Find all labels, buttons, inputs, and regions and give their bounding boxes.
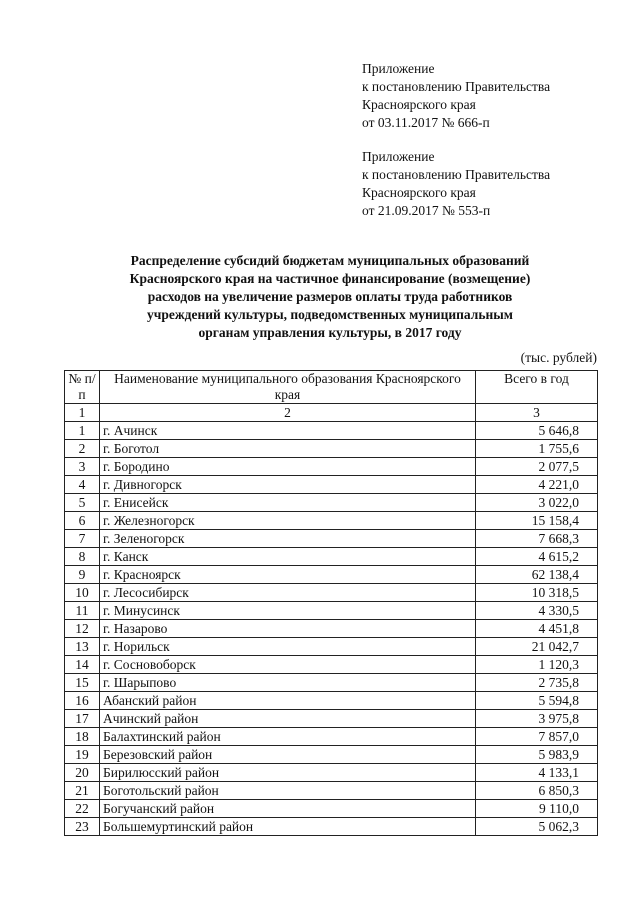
- table-index-row: [65, 404, 598, 422]
- table-row: [65, 764, 598, 782]
- row-name-cell: Богучанский район: [100, 800, 476, 818]
- document-title: [70, 252, 590, 342]
- row-total-cell: 21 042,7: [476, 638, 598, 656]
- row-number-cell: 9: [65, 566, 100, 584]
- table-row: [65, 530, 598, 548]
- annex-note-1-line3: Красноярского края: [362, 97, 476, 112]
- row-name-cell: г. Сосновоборск: [100, 656, 476, 674]
- row-total-cell: 62 138,4: [476, 566, 598, 584]
- header-total: Всего в год: [476, 371, 598, 404]
- row-number-cell: 1: [65, 422, 100, 440]
- row-total-cell: 9 110,0: [476, 800, 598, 818]
- row-total-cell: 15 158,4: [476, 512, 598, 530]
- index-cell: 1: [65, 404, 100, 422]
- row-number-cell: 11: [65, 602, 100, 620]
- row-total-cell: 5 646,8: [476, 422, 598, 440]
- table-row: [65, 782, 598, 800]
- subsidy-table: [64, 370, 598, 836]
- row-name-cell: г. Ачинск: [100, 422, 476, 440]
- row-name-cell: г. Енисейск: [100, 494, 476, 512]
- row-name-cell: г. Лесосибирск: [100, 584, 476, 602]
- row-name-cell: Боготольский район: [100, 782, 476, 800]
- annex-note-1-line4: от 03.11.2017 № 666-п: [362, 115, 490, 130]
- row-number-cell: 17: [65, 710, 100, 728]
- row-number-cell: 23: [65, 818, 100, 836]
- row-name-cell: Бирилюсский район: [100, 764, 476, 782]
- annex-note-2-line4: от 21.09.2017 № 553-п: [362, 203, 491, 218]
- table-row: [65, 656, 598, 674]
- title-line: Красноярского края на частичное финансирование (возмещение): [129, 271, 531, 286]
- table-row: [65, 602, 598, 620]
- row-number-cell: 4: [65, 476, 100, 494]
- row-name-cell: Балахтинский район: [100, 728, 476, 746]
- row-name-cell: г. Шарыпово: [100, 674, 476, 692]
- table-row: [65, 494, 598, 512]
- row-total-cell: 4 330,5: [476, 602, 598, 620]
- row-number-cell: 6: [65, 512, 100, 530]
- row-number-cell: 20: [65, 764, 100, 782]
- row-name-cell: г. Дивногорск: [100, 476, 476, 494]
- row-total-cell: 4 221,0: [476, 476, 598, 494]
- row-number-cell: 16: [65, 692, 100, 710]
- row-number-cell: 5: [65, 494, 100, 512]
- row-number-cell: 8: [65, 548, 100, 566]
- row-total-cell: 1 755,6: [476, 440, 598, 458]
- row-name-cell: Абанский район: [100, 692, 476, 710]
- row-name-cell: Ачинский район: [100, 710, 476, 728]
- index-cell: 3: [476, 404, 598, 422]
- row-number-cell: 22: [65, 800, 100, 818]
- table-row: [65, 746, 598, 764]
- table-row: [65, 566, 598, 584]
- row-total-cell: 5 983,9: [476, 746, 598, 764]
- row-number-cell: 2: [65, 440, 100, 458]
- table-row: [65, 548, 598, 566]
- row-name-cell: г. Бородино: [100, 458, 476, 476]
- annex-note-2-line2: к постановлению Правительства: [362, 167, 551, 182]
- row-name-cell: г. Железногорск: [100, 512, 476, 530]
- row-total-cell: 4 451,8: [476, 620, 598, 638]
- row-number-cell: 7: [65, 530, 100, 548]
- row-number-cell: 14: [65, 656, 100, 674]
- row-number-cell: 12: [65, 620, 100, 638]
- row-name-cell: Большемуртинский район: [100, 818, 476, 836]
- row-total-cell: 7 857,0: [476, 728, 598, 746]
- index-cell: 2: [100, 404, 476, 422]
- row-name-cell: Березовский район: [100, 746, 476, 764]
- row-number-cell: 21: [65, 782, 100, 800]
- table-row: [65, 710, 598, 728]
- header-name: Наименование муниципального образования Красноярского края: [100, 371, 476, 404]
- row-name-cell: г. Красноярск: [100, 566, 476, 584]
- table-header-row: [65, 371, 598, 404]
- row-total-cell: 5 062,3: [476, 818, 598, 836]
- row-total-cell: 3 975,8: [476, 710, 598, 728]
- row-total-cell: 4 615,2: [476, 548, 598, 566]
- table-row: [65, 422, 598, 440]
- row-name-cell: г. Норильск: [100, 638, 476, 656]
- row-name-cell: г. Назарово: [100, 620, 476, 638]
- annex-note-2: [362, 148, 550, 220]
- row-number-cell: 10: [65, 584, 100, 602]
- table-row: [65, 818, 598, 836]
- table-row: [65, 638, 598, 656]
- title-line: Распределение субсидий бюджетам муниципальных образований: [130, 253, 530, 268]
- table-row: [65, 800, 598, 818]
- row-number-cell: 13: [65, 638, 100, 656]
- row-name-cell: г. Канск: [100, 548, 476, 566]
- row-name-cell: г. Минусинск: [100, 602, 476, 620]
- row-name-cell: г. Боготол: [100, 440, 476, 458]
- title-line: расходов на увеличение размеров оплаты труда работников: [147, 289, 513, 304]
- table-row: [65, 458, 598, 476]
- row-number-cell: 18: [65, 728, 100, 746]
- units-label: (тыс. рублей): [520, 350, 597, 365]
- row-total-cell: 2 077,5: [476, 458, 598, 476]
- row-total-cell: 5 594,8: [476, 692, 598, 710]
- table-row: [65, 674, 598, 692]
- row-total-cell: 4 133,1: [476, 764, 598, 782]
- annex-note-2-line3: Красноярского края: [362, 185, 476, 200]
- title-line: органам управления культуры, в 2017 году: [198, 325, 462, 340]
- table-row: [65, 620, 598, 638]
- row-number-cell: 15: [65, 674, 100, 692]
- row-total-cell: 3 022,0: [476, 494, 598, 512]
- row-total-cell: 1 120,3: [476, 656, 598, 674]
- row-number-cell: 3: [65, 458, 100, 476]
- table-row: [65, 512, 598, 530]
- annex-note-1-line1: Приложение: [362, 61, 435, 76]
- table-row: [65, 440, 598, 458]
- row-total-cell: 6 850,3: [476, 782, 598, 800]
- table-row: [65, 476, 598, 494]
- header-num: № п/п: [65, 371, 100, 404]
- table-row: [65, 692, 598, 710]
- row-total-cell: 7 668,3: [476, 530, 598, 548]
- title-line: учреждений культуры, подведомственных муниципальным: [146, 307, 514, 322]
- annex-note-2-line1: Приложение: [362, 149, 435, 164]
- table-row: [65, 728, 598, 746]
- row-number-cell: 19: [65, 746, 100, 764]
- annex-note-1: [362, 60, 550, 132]
- row-total-cell: 10 318,5: [476, 584, 598, 602]
- table-row: [65, 584, 598, 602]
- annex-note-1-line2: к постановлению Правительства: [362, 79, 551, 94]
- row-name-cell: г. Зеленогорск: [100, 530, 476, 548]
- row-total-cell: 2 735,8: [476, 674, 598, 692]
